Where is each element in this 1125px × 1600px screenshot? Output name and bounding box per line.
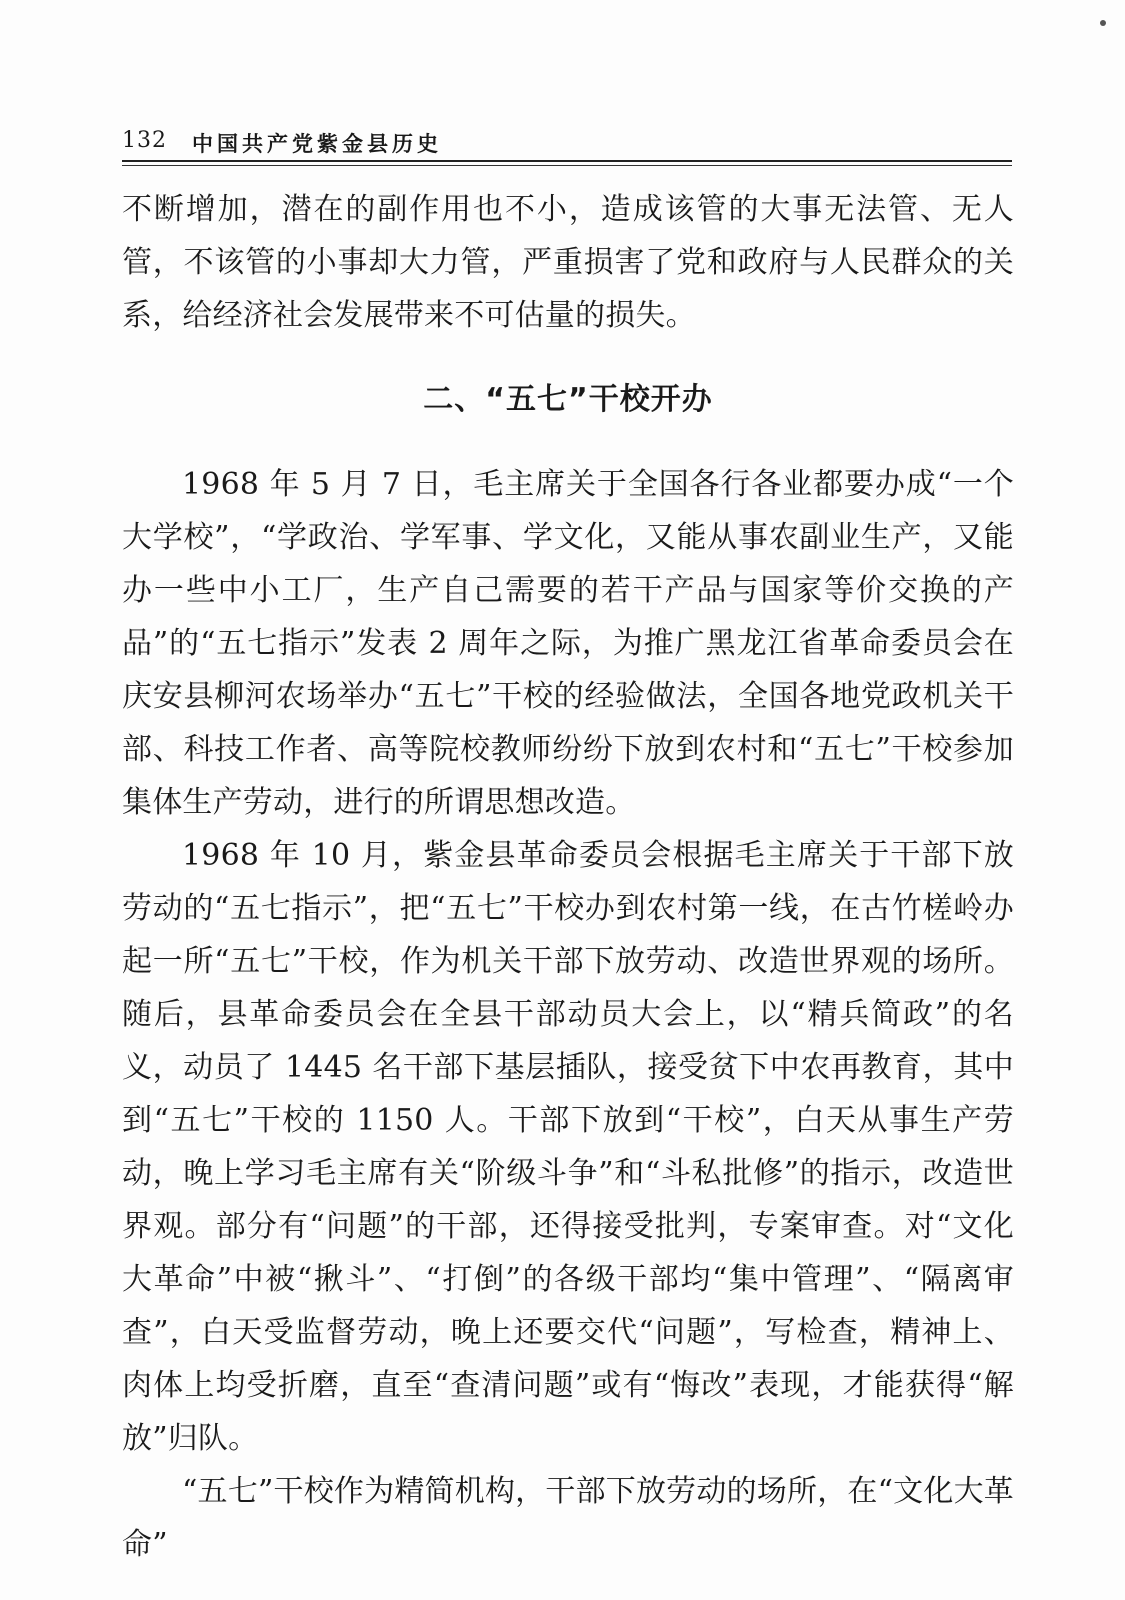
paragraph-1: 1968 年 5 月 7 日，毛主席关于全国各行各业都要办成“一个大学校”，“学政治、学军事、学文化，又能从事农副业生产，又能办一些中小工厂，生产自己需要的若干产品与国家等价交换的产品”的“五七指示”发表 2 周年之际，为推广黑龙江省革命委员会在庆安县柳河农场举办“五七”干校的经验做法，全国各地党政机关干部、科技工作者、高等院校教师纷纷下放到农村和“五七”干校参加集体生产劳动，进行的所谓思想改造。 <box>122 467 1014 820</box>
section-heading: 二、“五七”干校开办 <box>423 382 713 417</box>
header-rule-thick <box>122 160 1012 162</box>
running-head <box>122 128 1012 160</box>
header-rule-thin <box>122 165 1012 166</box>
book-title: 中国共产党紫金县历史 <box>192 132 442 156</box>
paragraph-continued: 不断增加，潜在的副作用也不小，造成该管的大事无法管、无人管，不该管的小事却大力管，严重损害了党和政府与人民群众的关系，给经济社会发展带来不可估量的损失。 <box>122 192 1014 333</box>
paragraph-3: “五七”干校作为精简机构，干部下放劳动的场所，在“文化大革命” <box>122 1474 1014 1562</box>
body-text <box>122 183 1014 1571</box>
paragraph-2: 1968 年 10 月，紫金县革命委员会根据毛主席关于干部下放劳动的“五七指示”，把“五七”干校办到农村第一线，在古竹槎岭办起一所“五七”干校，作为机关干部下放劳动、改造世界观的场所。随后，县革命委员会在全县干部动员大会上，以“精兵简政”的名义，动员了 1445 名干部下基层插队，接受贫下中农再教育，其中到“五七”干校的 1150 人。干部下放到“干校”，白天从事生产劳动，晚上学习毛主席有关“阶级斗争”和“斗私批修”的指示，改造世界观。部分有“问题”的干部，还得接受批判，专案审查。对“文化大革命”中被“揪斗”、“打倒”的各级干部均“集中管理”、“隔离审查”，白天受监督劳动，晚上还要交代“问题”，写检查，精神上、肉体上均受折磨，直至“查清问题”或有“悔改”表现，才能获得“解放”归队。 <box>122 838 1014 1456</box>
page-number: 132 <box>122 128 167 153</box>
scan-mark <box>1100 20 1106 26</box>
